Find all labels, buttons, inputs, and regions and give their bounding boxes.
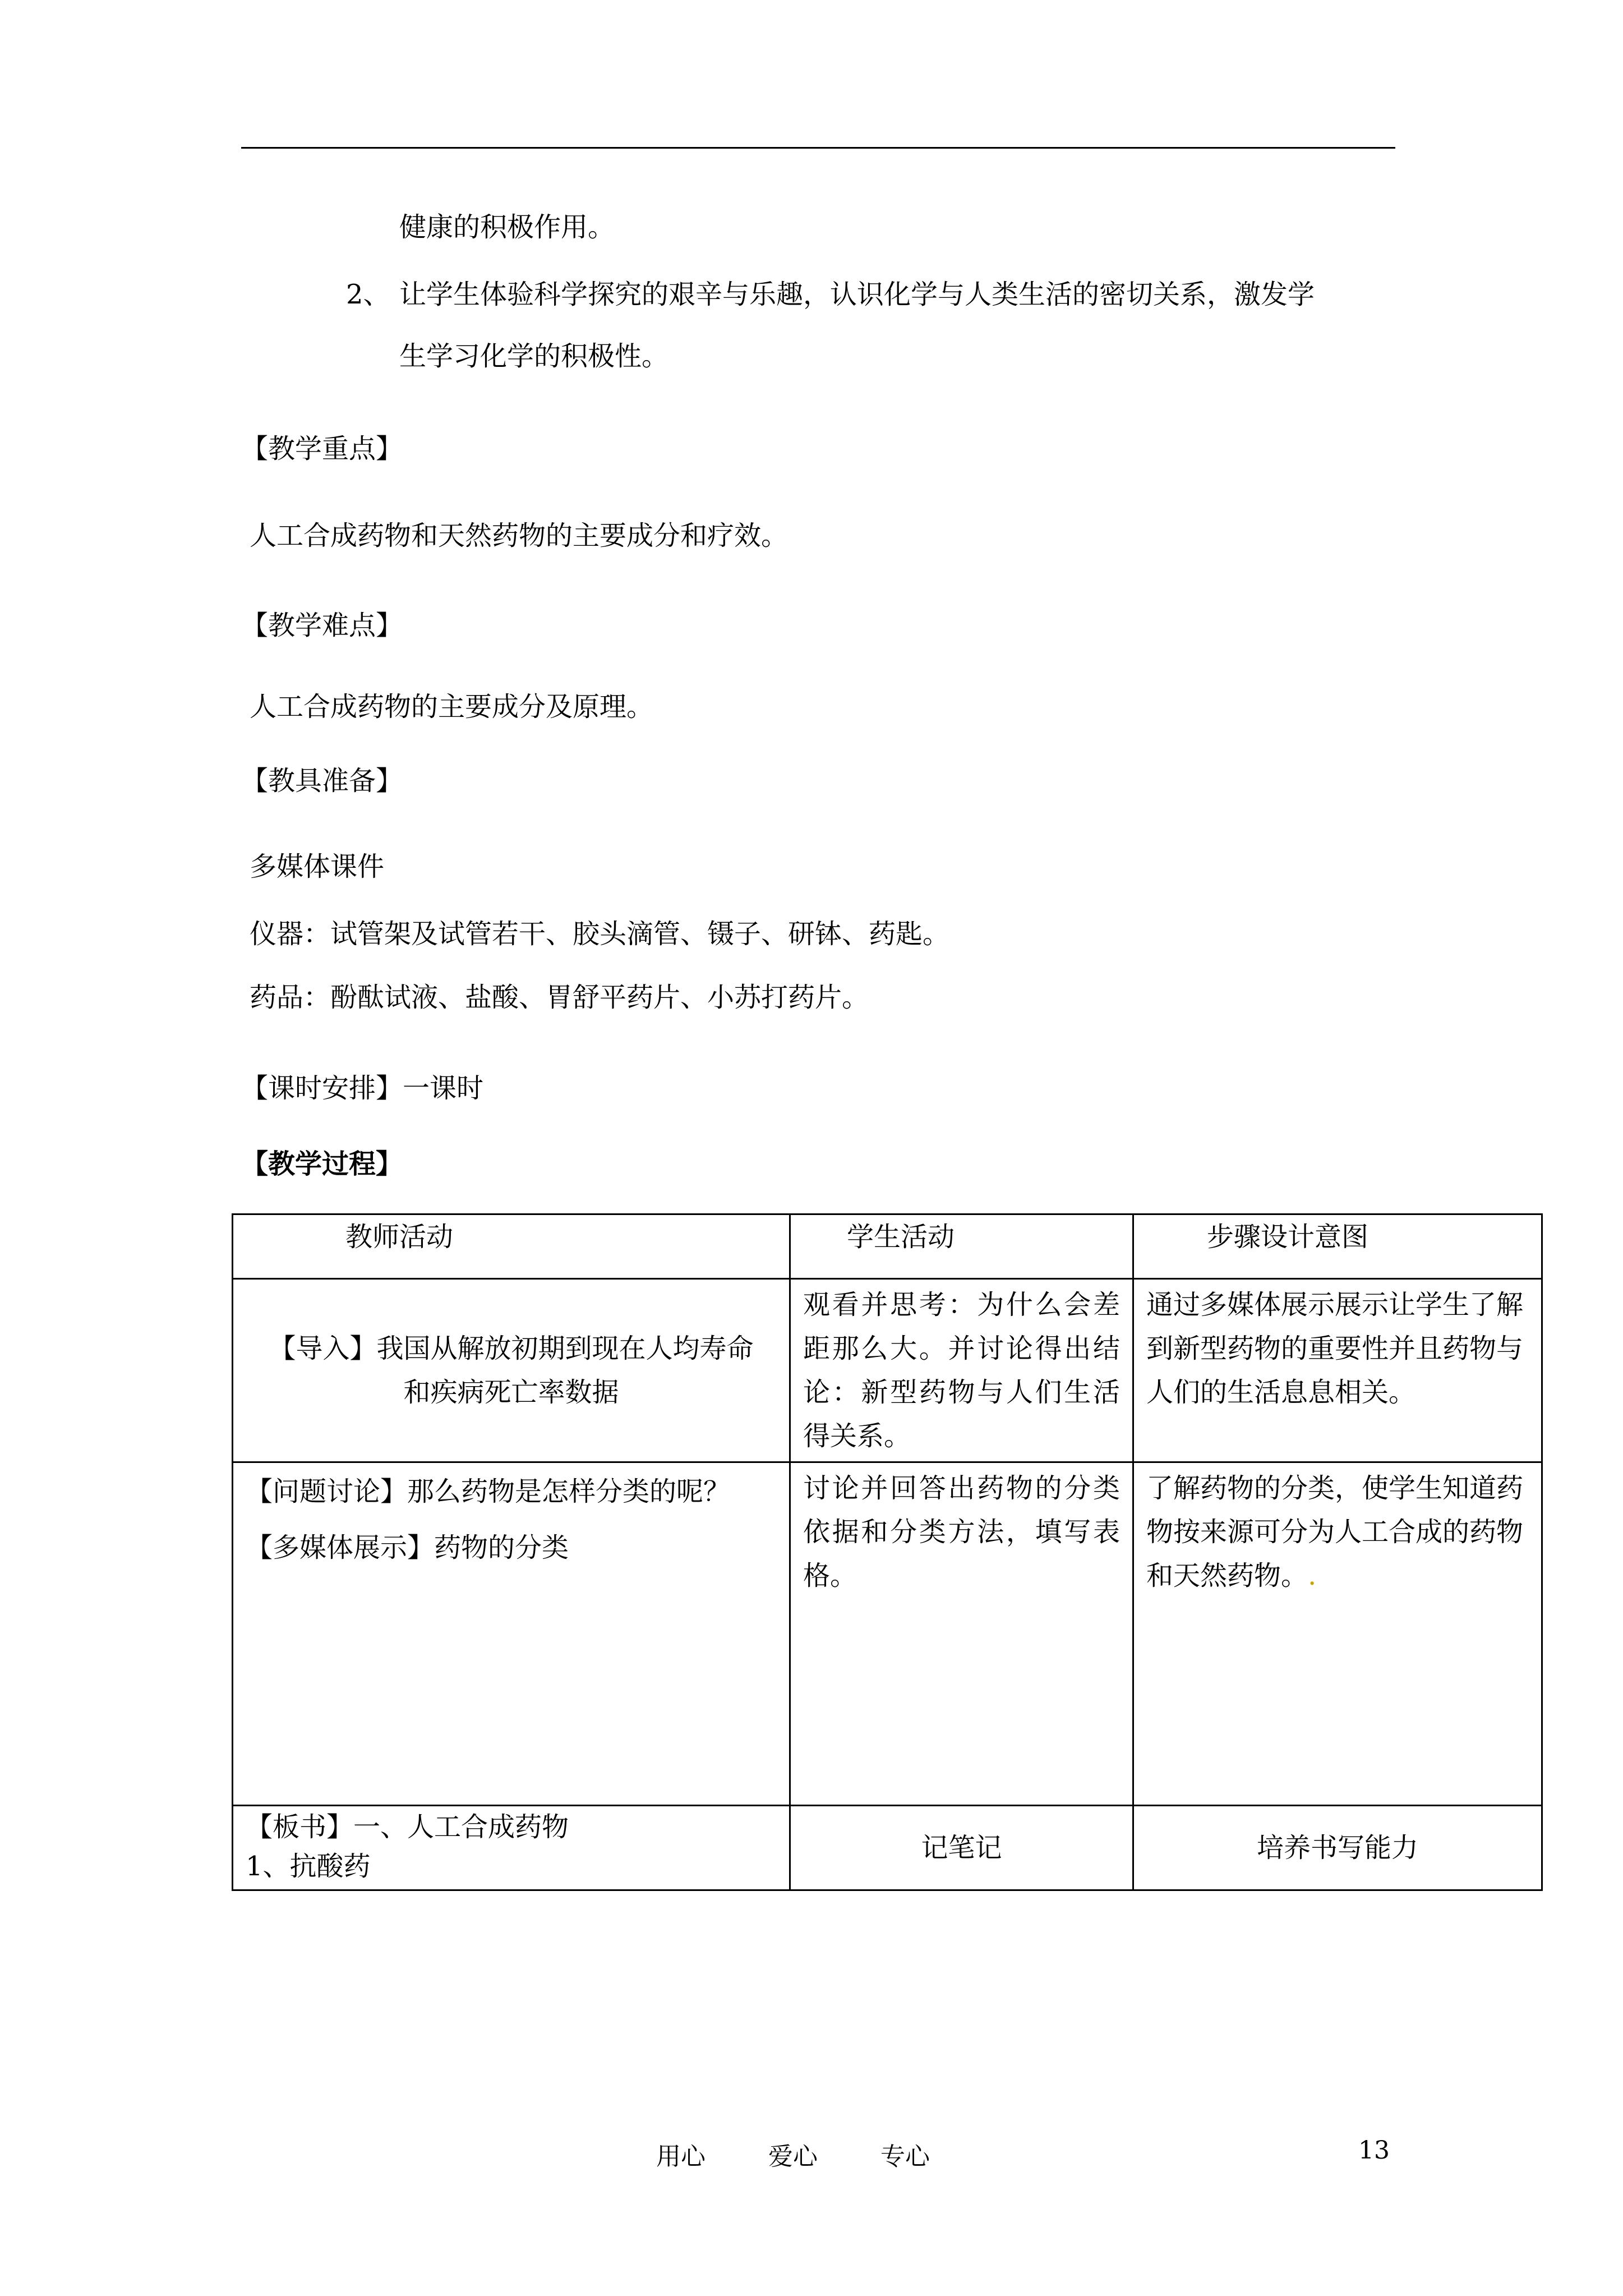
table-row: [233, 1279, 1542, 1462]
footer-motto-3: 专心: [880, 2142, 930, 2171]
row2-intent-mark: .: [1308, 1560, 1317, 1591]
difficulty-text: 人工合成药物的主要成分及原理。: [250, 691, 654, 723]
key-point-text: 人工合成药物和天然药物的主要成分和疗效。: [250, 520, 789, 551]
row3-intent: 培养书写能力: [1133, 1806, 1542, 1890]
row2-student: 讨论并回答出药物的分类依据和分类方法，填写表格。: [790, 1462, 1133, 1806]
key-point-heading: 【教学重点】: [241, 433, 403, 464]
footer-motto-1: 用心: [656, 2142, 706, 2171]
row3-student: 记笔记: [790, 1806, 1133, 1890]
row1-teacher-line1: 【导入】我国从解放初期到现在人均寿命: [269, 1333, 754, 1364]
table-row: [233, 1462, 1542, 1806]
goal-item2-line1: 让学生体验科学探究的艰辛与乐趣，认识化学与人类生活的密切关系，激发学: [399, 279, 1315, 310]
schedule-line: [241, 1071, 483, 1105]
col-header-intent: 步骤设计意图: [1133, 1214, 1542, 1279]
row2-intent-text: 了解药物的分类，使学生知道药物按来源可分为人工合成的药物和天然药物。: [1146, 1473, 1524, 1591]
page-number: 13: [1358, 2136, 1390, 2165]
materials-line1: 多媒体课件: [250, 851, 385, 882]
header-rule: [241, 147, 1395, 149]
row1-teacher: [233, 1279, 790, 1462]
row2-teacher-line2: 【多媒体展示】药物的分类: [246, 1532, 569, 1563]
materials-line3: 药品：酚酞试液、盐酸、胃舒平药片、小苏打药片。: [250, 982, 869, 1013]
row1-intent: 通过多媒体展示展示让学生了解到新型药物的重要性并且药物与人们的生活息息相关。: [1133, 1279, 1542, 1462]
col-header-student: 学生活动: [790, 1214, 1133, 1279]
materials-heading: 【教具准备】: [241, 765, 403, 797]
schedule-text: 一课时: [403, 1073, 484, 1104]
footer-motto-2: 爱心: [768, 2142, 818, 2171]
row2-teacher-line1: 【问题讨论】那么药物是怎样分类的呢？: [246, 1476, 731, 1507]
row3-teacher-line2: 1、抗酸药: [246, 1851, 371, 1882]
schedule-heading: 【课时安排】: [241, 1073, 403, 1104]
row2-teacher: [233, 1462, 790, 1806]
process-heading: 【教学过程】: [241, 1148, 403, 1180]
goal-line1-cont: 健康的积极作用。: [399, 211, 615, 243]
goal-item2-number: 2、: [346, 279, 390, 310]
col-header-teacher: 教师活动: [233, 1214, 790, 1279]
difficulty-heading: 【教学难点】: [241, 610, 403, 641]
row3-teacher-line1: 【板书】一、人工合成药物: [246, 1811, 569, 1843]
row2-intent: [1133, 1462, 1542, 1806]
table-row: [233, 1806, 1542, 1890]
row1-teacher-line2: 和疾病死亡率数据: [403, 1377, 619, 1408]
teaching-process-table: [232, 1213, 1543, 1891]
table-header-row: [233, 1214, 1542, 1279]
goal-item2-line2: 生学习化学的积极性。: [399, 341, 669, 372]
materials-line2: 仪器：试管架及试管若干、胶头滴管、镊子、研钵、药匙。: [250, 918, 950, 950]
row3-teacher: [233, 1806, 790, 1890]
row1-student: 观看并思考：为什么会差距那么大。并讨论得出结论：新型药物与人们生活得关系。: [790, 1279, 1133, 1462]
